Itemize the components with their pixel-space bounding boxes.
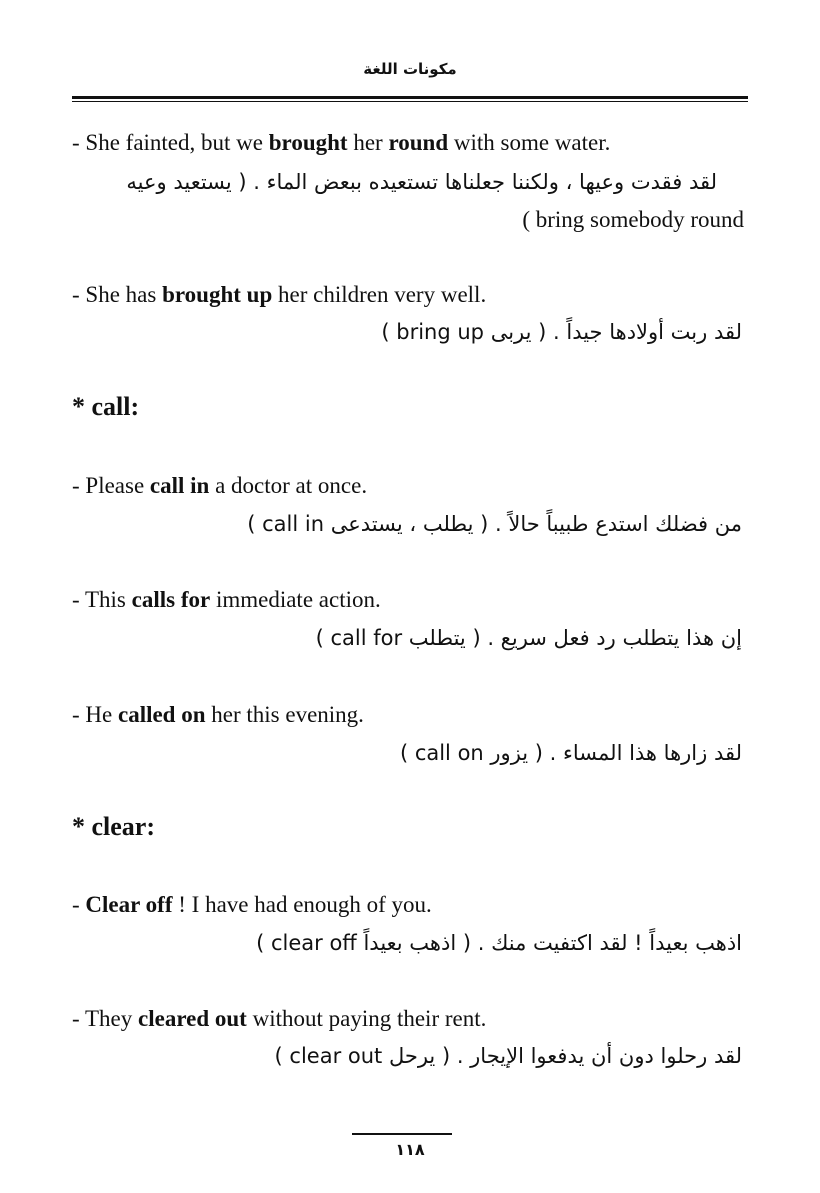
example-sentence-5: - He called on her this evening. [72,702,364,727]
example-sentence-3: - Please call in a doctor at once. [72,473,368,498]
example-sentence-6: - Clear off ! I have had enough of you. [72,892,432,917]
arabic-translation-4: إن هذا يتطلب رد فعل سريع . ( يتطلب call for ) [315,626,742,650]
section-heading-call: * call: [72,392,140,421]
running-header: مكونات اللغة [363,60,457,78]
arabic-translation-7: لقد رحلوا دون أن يدفعوا الإيجار . ( يرحل clear out ) [274,1044,742,1068]
example-sentence-4: - This calls for immediate action. [72,587,381,612]
arabic-translation-2: لقد ربت أولادها جيداً . ( يربى bring up ) [381,320,742,344]
footer-rule [352,1133,452,1135]
example-sentence-1: - She fainted, but we brought her round with some water. [72,130,611,155]
example-sentence-2: - She has brought up her children very well. [72,282,487,307]
header-rule-thin [72,101,748,102]
arabic-translation-6: اذهب بعيداً ! لقد اكتفيت منك . ( اذهب بعيداً clear off ) [256,931,742,955]
page-number: ١١٨ [395,1140,425,1159]
example-sentence-7: - They cleared out without paying their rent. [72,1006,487,1031]
arabic-translation-1: لقد فقدت وعيها ، ولكننا جعلناها تستعيده ببعض الماء . ( يستعيد وعيه [126,170,717,194]
phrasal-gloss-1: ( bring somebody round [522,207,744,232]
header-rule [72,96,748,99]
arabic-translation-3: من فضلك استدع طبيباً حالاً . ( يطلب ، يستدعى call in ) [247,512,742,536]
arabic-translation-5: لقد زارها هذا المساء . ( يزور call on ) [399,741,742,765]
section-heading-clear: * clear: [72,812,156,841]
